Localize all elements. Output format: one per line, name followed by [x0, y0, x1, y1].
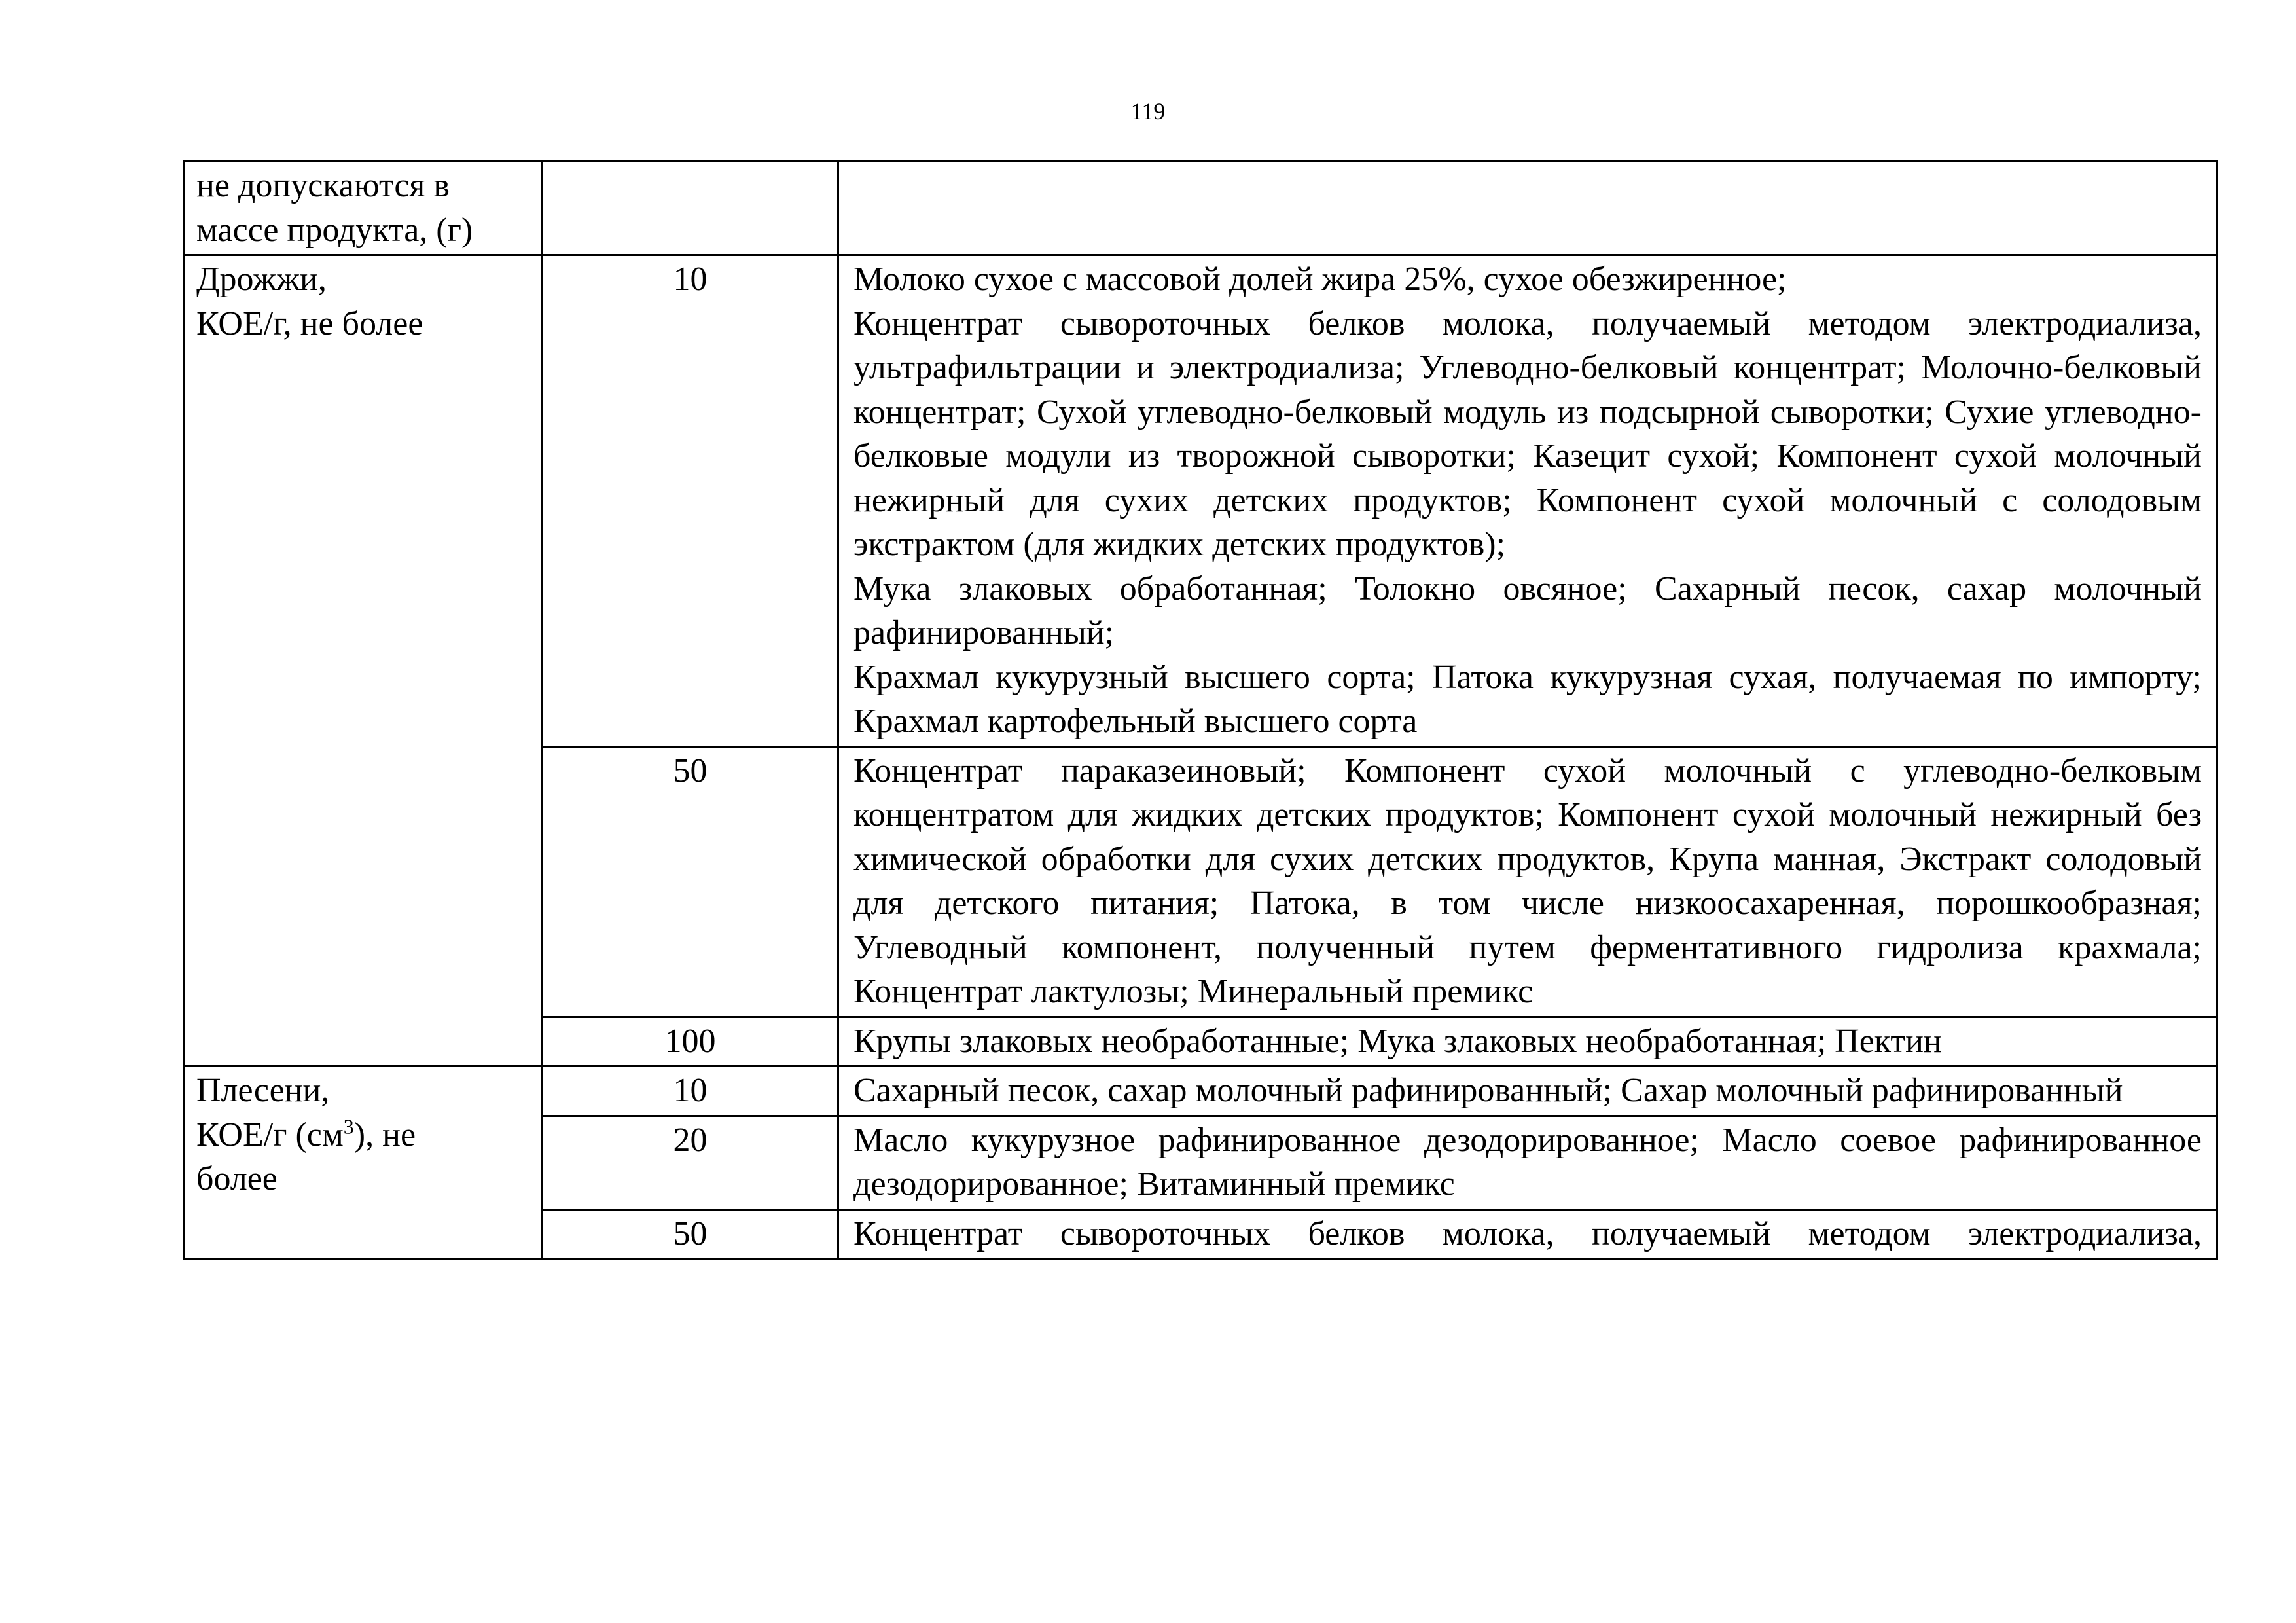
products-paragraph: Концентрат сывороточных белков молока, получаемый методом электродиализа, ультрафильтрации и электродиализа; Углеводно-белковый концентрат; Молочно-белковый концентрат; Сухой углеводно-белковый модуль из подсырной сыворотки; Сухие углеводно-белковые модули из творожной сыворотки; Казецит сухой; Компонент сухой молочный нежирный для сухих детских продуктов; Компонент сухой молочный с солодовым экстрактом (для жидких детских продуктов);: [853, 304, 2202, 563]
products-cell: [838, 1017, 2217, 1067]
indicator-text: КОЕ/г, не более: [196, 304, 423, 342]
norm-value-cell: 100: [543, 1017, 838, 1067]
indicator-text: не допускаются в: [196, 167, 450, 204]
indicator-text: [196, 1113, 529, 1158]
table-row: [184, 162, 2217, 255]
products-cell: [838, 162, 2217, 255]
products-paragraph: Молоко сухое с массовой долей жира 25%, сухое обезжиренное;: [853, 261, 1787, 298]
products-cell: [838, 1209, 2217, 1259]
indicator-cell-mold: [184, 1067, 543, 1259]
products-cell: [838, 1116, 2217, 1209]
products-cell: [838, 1067, 2217, 1116]
indicator-text: Дрожжи,: [196, 261, 327, 298]
norm-value-cell: 10: [543, 1067, 838, 1116]
products-cell: [838, 746, 2217, 1017]
products-paragraph: Мука злаковых обработанная; Толокно овсяное; Сахарный песок, сахар молочный рафинированный;: [853, 570, 2202, 651]
norm-value-cell: 10: [543, 255, 838, 747]
superscript: 3: [343, 1114, 354, 1139]
indicator-text: Плесени,: [196, 1072, 330, 1109]
indicator-text-part: КОЕ/г (см: [196, 1116, 344, 1154]
products-paragraph: Концентрат параказеиновый; Компонент сухой молочный с углеводно-белковым концентратом для жидких детских продуктов; Компонент сухой молочный нежирный без химической обработки для сухих детских продуктов, Крупа манная, Экстракт солодовый для детского питания; Патока, в том числе низкоосахаренная, порошкообразная; Углеводный компонент, полученный путем ферментативного гидролиза крахмала; Концентрат лактулозы; Минеральный премикс: [853, 752, 2202, 1010]
indicator-cell-yeast: [184, 255, 543, 1067]
products-cell: [838, 255, 2217, 747]
products-paragraph: Сахарный песок, сахар молочный рафинированный; Сахар молочный рафинированный: [853, 1072, 2123, 1109]
table-row: [184, 1067, 2217, 1116]
norm-value-cell: 50: [543, 1209, 838, 1259]
products-paragraph: Концентрат сывороточных белков молока, получаемый методом электродиализа,: [853, 1214, 2202, 1252]
indicator-cell: [184, 162, 543, 255]
norm-value-cell: [543, 162, 838, 255]
norm-value-cell: 50: [543, 746, 838, 1017]
products-paragraph: Крахмал кукурузный высшего сорта; Патока кукурузная сухая, получаемая по импорту; Крахмал картофельный высшего сорта: [853, 658, 2202, 740]
indicator-text: более: [196, 1160, 278, 1197]
table-row: [184, 255, 2217, 747]
microbiological-norms-table: [183, 160, 2218, 1260]
indicator-text-part: ), не: [353, 1116, 416, 1154]
indicator-text: массе продукта, (г): [196, 211, 473, 249]
products-paragraph: Масло кукурузное рафинированное дезодорированное; Масло соевое рафинированное дезодорированное; Витаминный премикс: [853, 1121, 2202, 1203]
products-paragraph: Крупы злаковых необработанные; Мука злаковых необработанная; Пектин: [853, 1022, 1942, 1060]
norm-value-cell: 20: [543, 1116, 838, 1209]
page-number: 119: [1130, 98, 1166, 124]
